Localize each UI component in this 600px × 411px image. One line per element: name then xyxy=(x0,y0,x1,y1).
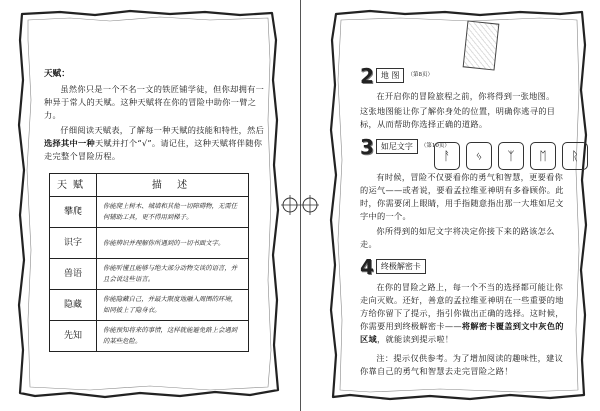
decoder-text xyxy=(360,281,566,346)
instruction-rest: 天赋并打个“√”。请记住，这种天赋将伴随你走完整个冒险历程。 xyxy=(44,138,263,161)
map-intro: 在开启你的冒险旅程之前，你将得到一张地图。 xyxy=(376,91,555,101)
section-title: 地 图 xyxy=(376,68,405,83)
map-text: 这张地图能让你了解你身处的位置，明确你逃寻的目标，从而帮助你选择正确的道路。 xyxy=(360,106,556,129)
rune-stone: ᚱ xyxy=(562,142,588,170)
rune-stone: ᚨ xyxy=(434,142,460,170)
left-page-content xyxy=(44,68,266,352)
col-header-talent: 天赋 xyxy=(50,174,97,197)
table-row xyxy=(50,228,249,259)
rune-stone: ᛃ xyxy=(466,142,492,170)
section-number: 2 xyxy=(360,64,374,88)
section-decoder-header xyxy=(360,257,566,277)
note-text: 注：提示仅供参考。为了增加阅读的趣味性，建议你靠自己的勇气和智慧去走完冒险之路！ xyxy=(360,353,564,376)
talent-name: 隐藏 xyxy=(50,290,97,321)
rune-stone: ᛖ xyxy=(530,142,556,170)
talent-desc: 你能预知将来的事情，这样就能避免路上会遇到的某些危险。 xyxy=(97,321,249,352)
section-page-ref: （第8页） xyxy=(407,72,433,78)
decoder-text-main: 在你的冒险之路上，每一个不当的选择都可能让你走向灭败。还好，善意的孟拉维亚神明在一些重要的地方给你留下了提示，指引你做出正确的选择。这时候，你需要用到终极解密卡—— xyxy=(360,282,564,331)
section-number: 4 xyxy=(360,255,374,279)
talent-desc: 你能隐藏自己，并最大限度地融入周围的环境，如同披上了隐身衣。 xyxy=(97,290,249,321)
decoder-text-end: ，就能读到提示啦！ xyxy=(376,334,454,344)
section-title: 如尼文字 xyxy=(376,139,418,154)
table-row xyxy=(50,290,249,321)
instruction-text: 仔细阅读天赋表，了解每一种天赋的技能和特性，然后 xyxy=(60,125,265,135)
talent-name: 攀爬 xyxy=(50,197,97,228)
col-header-description: 描 述 xyxy=(97,174,249,197)
talent-name: 兽语 xyxy=(50,259,97,290)
instruction-paragraph xyxy=(44,124,266,163)
section-map-header xyxy=(360,66,566,86)
table-row xyxy=(50,321,249,352)
intro-paragraph: 虽然你只是一个不名一文的铁匠铺学徒，但你却拥有一种异于常人的天赋。这种天赋将在你的冒险中助你一臂之力。 xyxy=(44,84,265,120)
decoder-text-bold: 将解密卡覆盖到文中灰色的区域 xyxy=(360,321,564,344)
right-page-content xyxy=(360,60,566,380)
section-page-ref: （第10页） xyxy=(420,143,450,149)
registration-mark xyxy=(281,192,319,218)
instruction-bold: 选择其中一种 xyxy=(44,138,95,148)
table-row xyxy=(50,197,249,228)
table-row xyxy=(50,259,249,290)
section-number: 3 xyxy=(360,135,374,159)
talent-desc: 你能听懂且能够与绝大部分动物交谈的语言，并且会说这些语言。 xyxy=(97,259,249,290)
talent-desc: 你能爬上树木、城墙和其他一切障碍物，无需任何辅助工具，更不得用到梯子。 xyxy=(97,197,249,228)
runes-text-2: 你所得到的如尼文字将决定你接下来的路该怎么走。 xyxy=(360,226,555,249)
rune-row xyxy=(434,142,588,170)
talent-name: 先知 xyxy=(50,321,97,352)
runes-text: 有时候，冒险不仅要看你的勇气和智慧，更要看你的运气——或者说，要看孟拉维亚神明有多眷顾你。此时，你需要闭上眼睛，用手指随意指出那一大堆如尼文字中的一个。 xyxy=(360,172,564,221)
rune-stone: ᛉ xyxy=(498,142,524,170)
section-title: 终极解密卡 xyxy=(376,259,426,274)
talent-table xyxy=(49,173,249,352)
talent-desc: 你能辨识并理解你所遇到的一切书面文字。 xyxy=(97,228,249,259)
talent-name: 识字 xyxy=(50,228,97,259)
talent-heading: 天赋： xyxy=(44,69,70,79)
